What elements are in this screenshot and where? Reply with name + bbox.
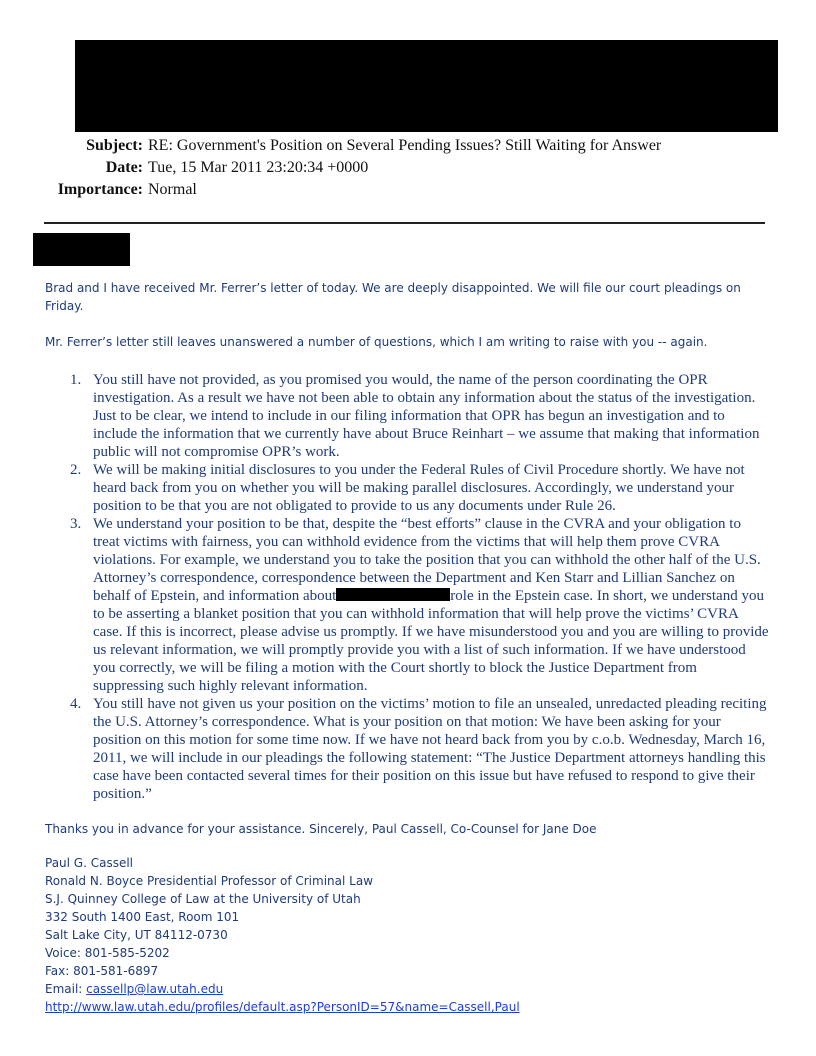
header-divider <box>44 222 765 224</box>
list-item-text: You still have not given us your position on the victims’ motion to file an unsealed, unredacted pleading reciting the U.S. Attorney’s correspondence. What is your position on that motion: We have been asking for your position on this motion for some time now. If we have not heard back from you by c.o.b. Wednesday, March 16, 2011, we will include in our pleadings the following statement: “The Justice Department attorneys handling this case have been contacted several times for their position on this issue but have refused to respond to give their position.” <box>93 696 767 802</box>
list-item-number: 2. <box>70 462 82 478</box>
subject-label: Subject: <box>86 137 143 154</box>
date-value: Tue, 15 Mar 2011 23:20:34 +0000 <box>148 159 369 176</box>
signature-title: Ronald N. Boyce Presidential Professor of Criminal Law <box>45 874 374 888</box>
list-item <box>0 515 770 695</box>
redaction-salutation <box>33 233 130 266</box>
importance-label: Importance: <box>57 181 143 198</box>
redaction-inline-name <box>336 588 450 601</box>
signature-block <box>45 854 520 1016</box>
date-label: Date: <box>105 159 143 176</box>
signature-url-row <box>45 998 520 1016</box>
list-item <box>0 461 770 515</box>
list-item-number: 1. <box>70 372 82 388</box>
importance-value: Normal <box>148 181 197 198</box>
signature-school: S.J. Quinney College of Law at the University of Utah <box>45 892 361 906</box>
list-item-text: We will be making initial disclosures to you under the Federal Rules of Civil Procedure shortly. We have not heard back from you on whether you will be making parallel disclosures. Accordingly, we understand your position to be that you are not obligated to provide to us any documents under Rule 26. <box>93 462 745 514</box>
email-link[interactable]: cassellp@law.utah.edu <box>86 982 224 996</box>
signature-address-line-2: Salt Lake City, UT 84112-0730 <box>45 928 228 942</box>
numbered-issues-list <box>0 371 800 803</box>
signature-email-row <box>45 980 520 998</box>
redaction-header-block <box>75 40 778 132</box>
list-item <box>0 695 770 803</box>
body-paragraph-2: Mr. Ferrer’s letter still leaves unanswered a number of questions, which I am writing to raise with you -- again. <box>45 335 708 349</box>
list-item-number: 3. <box>70 516 82 532</box>
profile-url-link[interactable]: http://www.law.utah.edu/profiles/default.asp?PersonID=57&name=Cassell,Paul <box>45 1000 520 1014</box>
signature-address-line-1: 332 South 1400 East, Room 101 <box>45 910 240 924</box>
email-label: Email: <box>45 982 87 996</box>
closing-line: Thanks you in advance for your assistance. Sincerely, Paul Cassell, Co-Counsel for Jane Doe <box>45 822 597 836</box>
body-paragraph-1: Brad and I have received Mr. Ferrer’s letter of today. We are deeply disappointed. We will file our court pleadings on Friday. <box>45 281 741 313</box>
list-item-text: You still have not provided, as you promised you would, the name of the person coordinating the OPR investigation. As a result we have not been able to obtain any information about the status of the investigation. Just to be clear, we intend to include in our filing information that OPR has begun an investigation and to include the information that we currently have about Bruce Reinhart – we assume that making that information public will not compromise OPR’s work. <box>93 372 760 460</box>
list-item-number: 4. <box>70 696 82 712</box>
signature-voice: Voice: 801-585-5202 <box>45 946 170 960</box>
signature-fax: Fax: 801-581-6897 <box>45 964 159 978</box>
subject-value: RE: Government's Position on Several Pending Issues? Still Waiting for Answer <box>148 137 662 154</box>
list-item <box>0 371 770 461</box>
list-item-text-before: We understand your position to be that, despite the “best efforts” clause in the CVRA and your obligation to treat victims with fairness, you can withhold evidence from the victims that will help them prove CVRA violations. For example, we understand you to take the position that you can withhold the other half of the U.S. Attorney’s correspondence, correspondence between the Department and Ken Starr and Lillian Sanchez on behalf of Epstein, and information about <box>93 516 761 604</box>
signature-name: Paul G. Cassell <box>45 856 134 870</box>
list-item-text-after: role in the Epstein case. In short, we understand you to be asserting a blanket position that you can withhold information that will help prove the victims’ CVRA case. If this is incorrect, please advise us promptly. If we have misunderstood you and you are willing to provide us relevant information, we will promptly provide you with a list of such information. If we have understood you correctly, we will be filing a motion with the Court shortly to block the Justice Department from suppressing such highly relevant information. <box>93 588 769 694</box>
